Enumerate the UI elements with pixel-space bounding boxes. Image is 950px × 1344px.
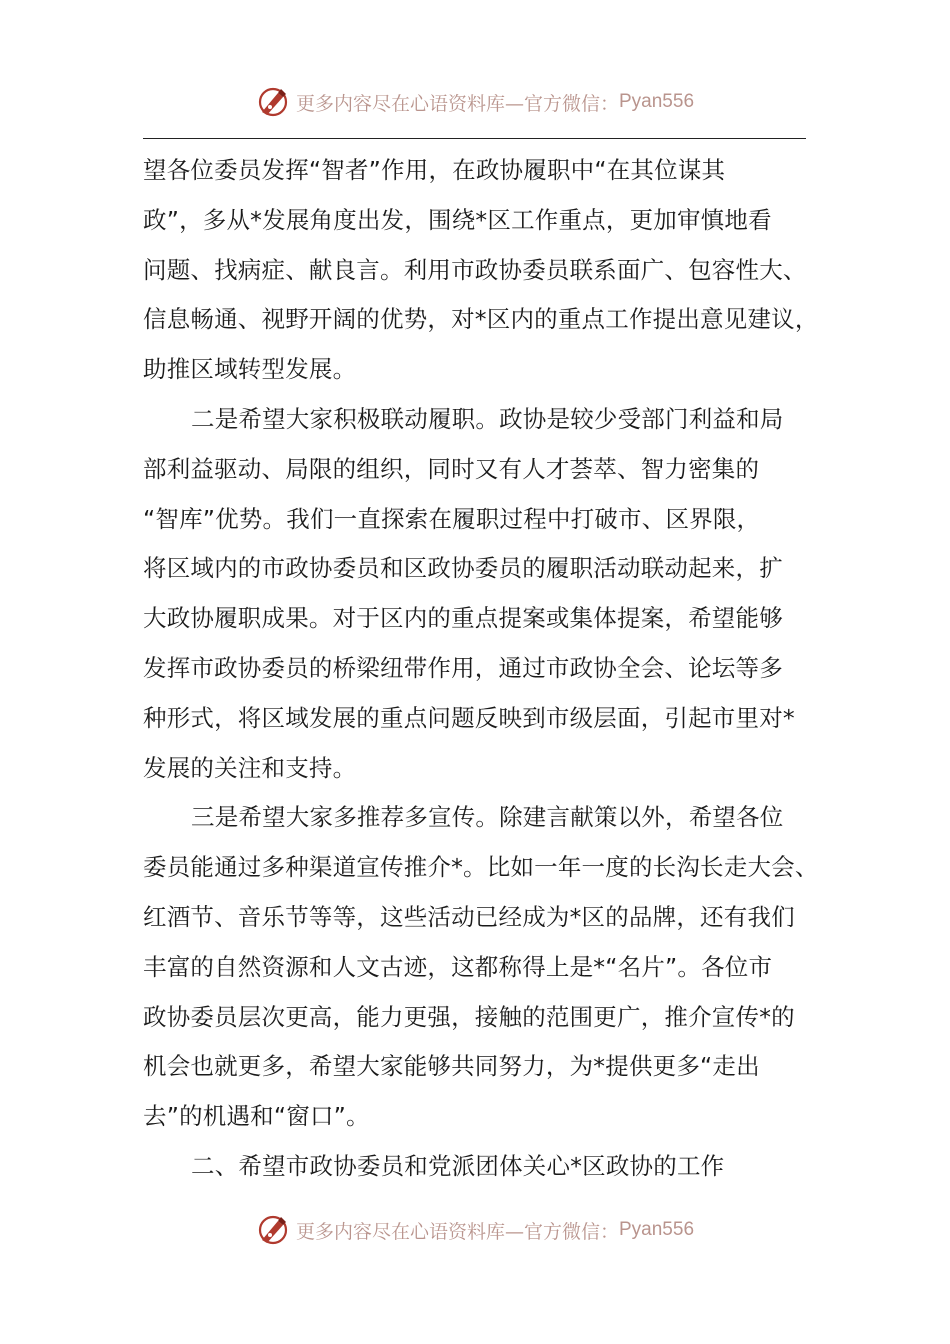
text-line: 机会也就更多，希望大家能够共同努力，为*提供更多“走出 (143, 1052, 760, 1081)
text-line: 信息畅通、视野开阔的优势，对*区内的重点工作提出意见建议， (143, 305, 819, 334)
text-line: 政协委员层次更高，能力更强，接触的范围更广，推介宣传*的 (143, 1002, 795, 1031)
text-line: 部利益驱动、局限的组织，同时又有人才荟萃、智力密集的 (143, 454, 760, 483)
text-line: 将区域内的市政协委员和区政协委员的履职活动联动起来，扩 (143, 554, 783, 583)
text-line: 发挥市政协委员的桥梁纽带作用，通过市政协全会、论坛等多 (143, 653, 783, 682)
paragraph-start-line: 二是希望大家积极联动履职。政协是较少受部门利益和局 (191, 404, 784, 433)
footer-banner-label: 更多内容尽在心语资料库—官方微信： (295, 1220, 619, 1243)
pen-nib-seal-icon (256, 85, 290, 119)
text-line: 大政协履职成果。对于区内的重点提案或集体提案，希望能够 (143, 604, 783, 633)
text-line: 问题、找病症、献良言。利用市政协委员联系面广、包容性大、 (143, 255, 807, 284)
text-line: 丰富的自然资源和人文古迹，这都称得上是*“名片”。各位市 (143, 952, 773, 981)
header-wechat-id: Pyan556 (619, 91, 695, 112)
section-heading: 二、希望市政协委员和党派团体关心*区政协的工作 (191, 1151, 725, 1180)
header-banner-label: 更多内容尽在心语资料库—官方微信： (295, 92, 619, 115)
text-line: 助推区域转型发展。 (143, 355, 357, 384)
text-line: 种形式，将区域发展的重点问题反映到市级层面，引起市里对* (143, 703, 795, 732)
text-line: 望各位委员发挥“智者”作用，在政协履职中“在其位谋其 (143, 156, 726, 184)
text-line: 发展的关注和支持。 (143, 753, 357, 782)
text-line: 政”，多从*发展角度出发，围绕*区工作重点，更加审慎地看 (143, 205, 772, 234)
text-line: 去”的机遇和“窗口”。 (143, 1102, 370, 1131)
pen-nib-seal-icon (256, 1213, 290, 1247)
header-banner (0, 80, 950, 124)
header-divider (143, 138, 806, 139)
footer-banner (0, 1208, 950, 1252)
text-line: “智库”优势。我们一直探索在履职过程中打破市、区界限， (143, 504, 761, 533)
text-line: 委员能通过多种渠道宣传推介*。比如一年一度的长沟长走大会、 (143, 853, 819, 882)
paragraph-start-line: 三是希望大家多推荐多宣传。除建言献策以外，希望各位 (191, 803, 784, 832)
document-body (143, 146, 823, 1192)
footer-wechat-id: Pyan556 (619, 1219, 695, 1240)
text-line: 红酒节、音乐节等等，这些活动已经成为*区的品牌，还有我们 (143, 902, 795, 931)
